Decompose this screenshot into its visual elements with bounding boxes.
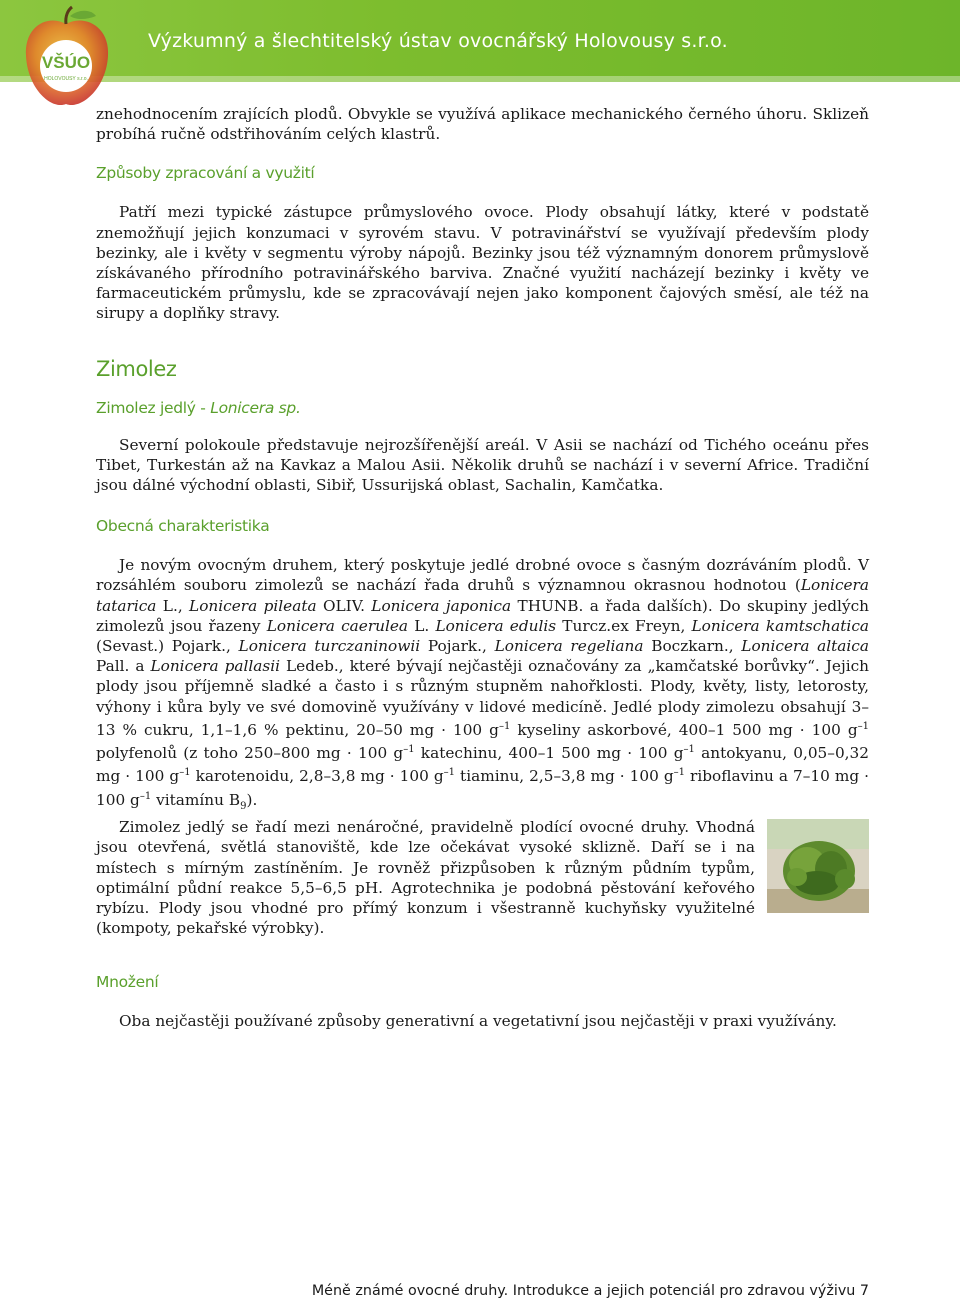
paragraph-area: Severní polokoule představuje nejrozšířenější areál. V Asii se nachází od Tichého oceánu přes Tibet, Turkestán až na Kavkaz a Malou Asii. Několik druhů se nachází i v severní Africe. Tradiční jsou dálné východní oblasti, Sibiř, Ussurijská oblast, Sachalin, Kamčatka. (96, 435, 869, 495)
pestovani-block (96, 817, 869, 938)
heading-zimolez: Zimolez (96, 356, 177, 381)
paragraph-pestovani: Zimolez jedlý se řadí mezi nenáročné, pravidelně plodící ovocné druhy. Vhodná jsou otevřená, světlá stanoviště, kde lze očekávat vysoké sklizně. Daří se i na místech s mírným zastíněním. Je rovněž přizpůsoben k různým půdním typům, optimální půdní reakce 5,5–6,5 pH. Agrotechnika je podobná pěstování keřového rybízu. Plody jsou vhodné pro přímý konzum i všestranně kuchyňsky využitelné (kompoty, pekařské výrobky). (96, 818, 755, 938)
heading-zimolez-latin: Lonicera sp. (210, 398, 301, 417)
heading-zimolez-jedly-text: Zimolez jedlý - (96, 398, 211, 417)
honeysuckle-bush-photo (767, 819, 869, 913)
logo-subtext: HOLOVOUSY s.r.o. (44, 76, 88, 82)
header-title: Výzkumný a šlechtitelský ústav ovocnářský Holovousy s.r.o. (148, 30, 728, 52)
page-content (96, 104, 869, 1032)
heading-obecna: Obecná charakteristika (96, 517, 270, 536)
heading-zimolez-jedly (96, 399, 869, 417)
vsuo-apple-logo (18, 4, 114, 116)
paragraph-obecna: Je novým ovocným druhem, který poskytuje jedlé drobné ovoce s časným dozráváním plodů. V rozsáhlém souboru zimolezů se nachází řada druhů s významnou okrasnou hodnotou (Lonicera tatarica L., Lonicera pileata OLIV. Lonicera japonica THUNB. a řada dalších). Do skupiny jedlých zimolezů jsou řazeny Lonicera caerulea L. Lonicera edulis Turcz.ex Freyn, Lonicera kamtschatica (Sevast.) Pojark., Lonicera turczaninowii Pojark., Lonicera regeliana Boczkarn., Lonicera altaica Pall. a Lonicera pallasii Ledeb., které bývají nejčastěji označovány za „kamčatské borůvky“. Jejich plody jsou příjemně sladké a často i s různým stupněm nahořklosti. Plody, květy, listy, letorosty, výhony i kůra byly ve své domovině využívány v lidové medicíně. Jedlé plody zimolezu obsahují 3–13 % cukru, 1,1–1,6 % pektinu, 20–50 mg · 100 $g^{-1}$ kyseliny askorbové, 400–1 500 mg · 100 $g^{-1}$ polyfenolů (z toho 250–800 mg · 100 $g^{-1}$ katechinu, 400–1 500 mg · 100 $g^{-1}$ antokyanu, 0,05–0,32 mg · 100 $g^{-1}$ karotenoidu, 2,8–3,8 mg · 100 $g^{-1}$ tiaminu, 2,5–3,8 mg · 100 $g^{-1}$ riboflavinu a 7–10 mg · 100 $g^{-1}$ vitamínu $B_9$). (96, 556, 870, 812)
logo-text: VŠÚO (41, 53, 91, 72)
paragraph-zpusoby: Patří mezi typické zástupce průmyslového ovoce. Plody obsahují látky, které v podstatě znemožňují jejich konzumaci v syrovém stavu. V potravinářství se využívají především plody bezinky, ale i květy v segmentu výroby nápojů. Bezinky jsou též významným donorem průmyslově získávaného přírodního potravinářského barviva. Značné využití nacházejí bezinky i květy ve farmaceutickém průmyslu, kde se zpracovávají nejen jako komponent čajových směsí, ale též na sirupy a doplňky stravy. (96, 203, 869, 323)
paragraph-continuation: znehodnocením zrajících plodů. Obvykle se využívá aplikace mechanického černého úhoru. Sklizeň probíhá ručně odstřihováním celých klastrů. (96, 105, 869, 144)
page-footer: Méně známé ovocné druhy. Introdukce a jejich potenciál pro zdravou výživu 7 (311, 1283, 869, 1299)
heading-zpusoby: Způsoby zpracování a využití (96, 164, 315, 183)
heading-mnozeni: Množení (96, 973, 159, 992)
paragraph-mnozeni: Oba nejčastěji používané způsoby generativní a vegetativní jsou nejčastěji v praxi využívány. (119, 1012, 837, 1031)
